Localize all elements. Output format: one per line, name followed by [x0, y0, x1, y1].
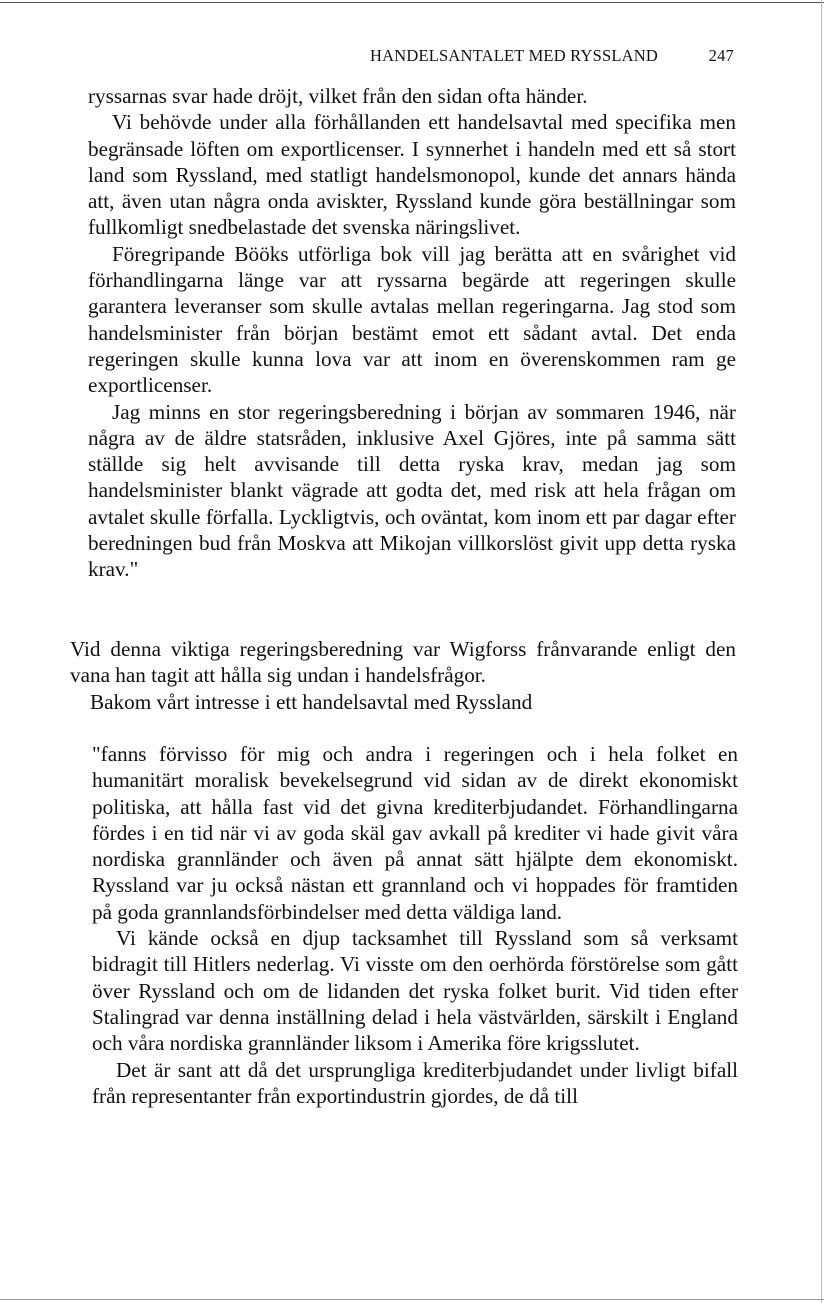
paragraph: Vi kände också en djup tacksamhet till Ryssland som så verksamt bidragit till Hitlers nederlag. Vi visste om den oerhörda förstörelse som gått över Ryssland och om de lidanden det ryska folket burit. Vid tiden efter Stalingrad var denna inställning delad i hela västvärlden, särskilt i England och våra nordiska grannländer liksom i Amerika före krigsslutet. — [92, 926, 738, 1056]
scan-bottom-rule — [0, 1299, 824, 1300]
body-text — [70, 636, 736, 715]
paragraph: Vi behövde under alla förhållanden ett handelsavtal med specifika men begränsade löften om exportlicenser. I synnerhet i handeln med ett så stort land som Ryssland, med statligt handelsmonopol, kunde det annars hända att, även utan några onda aviskter, Ryssland kunde göra beställningar som fullkomligt snedbelastade det svenska näringslivet. — [88, 110, 736, 240]
paragraph: Vid denna viktiga regeringsberedning var Wigforss frånvarande enligt den vana han tagit att hålla sig undan i handelsfrågor. — [70, 637, 736, 688]
scan-right-edge — [821, 0, 822, 1303]
quote-block-1 — [88, 83, 736, 583]
paragraph: Jag minns en stor regeringsberedning i början av sommaren 1946, när några av de äldre statsråden, inklusive Axel Gjöres, inte på samma sätt ställde sig helt avvisande till detta ryska krav, medan jag som handelsminister blankt vägrade att godta det, med risk att hela frågan om avtalet skulle förfalla. Lyckligtvis, och oväntat, kom inom ett par dagar efter beredningen bud från Moskva att Mikojan villkorslöst givit upp detta ryska krav." — [88, 399, 736, 582]
paragraph: ryssarnas svar hade dröjt, vilket från den sidan ofta händer. — [88, 84, 588, 108]
scan-top-rule — [0, 2, 824, 3]
paragraph: "fanns förvisso för mig och andra i regeringen och i hela folket en humanitärt moralisk bevekelsegrund vid sidan av de direkt ekonomiskt politiska, att hålla fast vid det givna krediterbjudandet. Förhandlingarna fördes i en tid när vi av goda skäl gav avkall på krediter vi hade givit våra nordiska grannländer och även på annat sätt hjälpte dem ekonomiskt. Ryssland var ju också nästan ett grannland och vi hoppades för framtiden på goda grannlandsförbindelser med detta väldiga land. — [92, 742, 738, 924]
paragraph: Bakom vårt intresse i ett handelsavtal med Ryssland — [90, 689, 533, 714]
running-title: HANDELSANTALET MED RYSSLAND — [370, 46, 658, 65]
page-number: 247 — [708, 46, 734, 65]
quote-block-2 — [92, 741, 738, 1109]
paragraph: Föregripande Bööks utförliga bok vill jag berätta att en svårighet vid förhandlingarna länge var att ryssarna begärde att regeringen skulle garantera leveranser som skulle avtalas mellan regeringarna. Jag stod som handelsminister från början bestämt emot ett sådant avtal. Det enda regeringen skulle kunna lova var att inom en överenskommen ram ge exportlicenser. — [88, 241, 736, 398]
paragraph: Det är sant att då det ursprungliga krediterbjudandet under livligt bifall från representanter från exportindustrin gjordes, de då till — [92, 1057, 738, 1108]
